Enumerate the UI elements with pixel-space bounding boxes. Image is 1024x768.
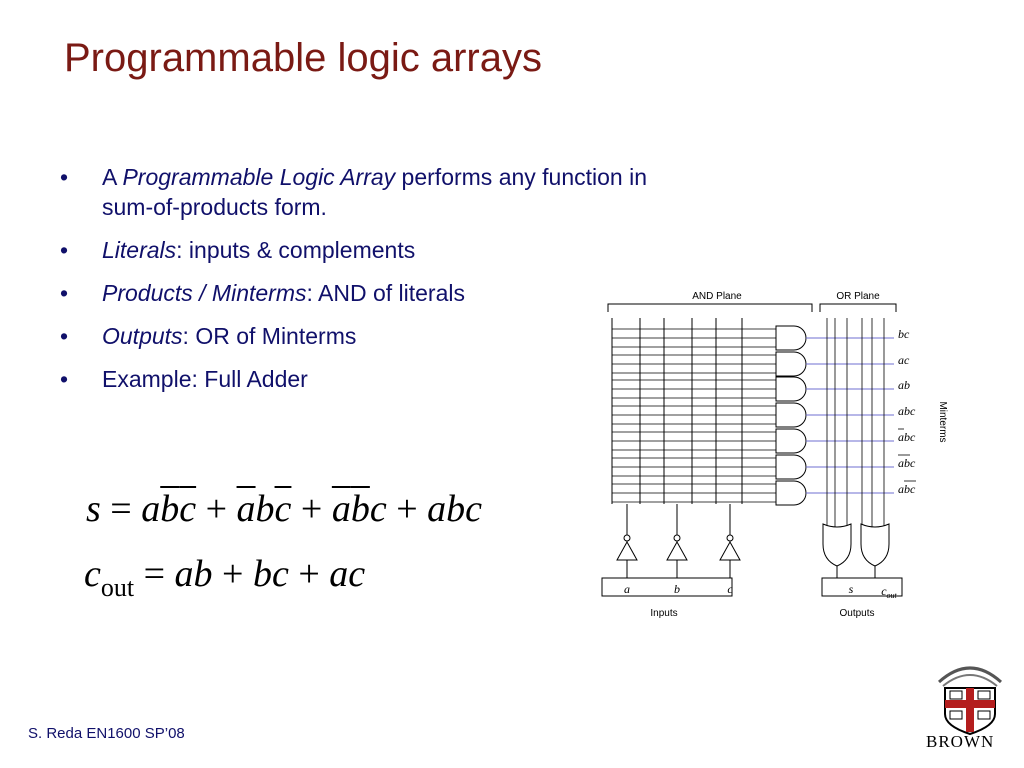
bullet-marker: • xyxy=(60,323,69,349)
eq-term: $\overline{a}\overline{b}c$ xyxy=(331,488,387,530)
minterm-label: ab xyxy=(898,378,910,392)
input-label-a: a xyxy=(624,582,630,596)
inverter xyxy=(617,542,637,560)
footer-text: S. Reda EN1600 SP’08 xyxy=(28,725,185,742)
eq-term: ac xyxy=(329,553,366,595)
and-gate xyxy=(776,429,806,453)
bullet-text: A xyxy=(102,164,123,190)
eq-term: $a\overline{b}\overline{c}$ xyxy=(141,488,197,530)
bullet-text: : inputs & complements xyxy=(176,237,416,263)
eq-plus: + xyxy=(222,553,244,595)
carry-equation xyxy=(84,552,365,603)
inverter-bubble xyxy=(624,535,630,541)
eq-equals: = xyxy=(143,553,166,595)
eq-lhs: c xyxy=(84,553,101,595)
pla-diagram xyxy=(590,282,960,627)
bullet-marker: • xyxy=(60,237,69,263)
eq-term: $\overline{a}b\overline{c}$ xyxy=(236,488,292,530)
inverter-bubble xyxy=(674,535,680,541)
eq-plus: + xyxy=(298,553,320,595)
and-gate xyxy=(776,481,806,505)
or-gate xyxy=(823,524,851,566)
eq-plus: + xyxy=(396,488,418,530)
inputs-label: Inputs xyxy=(650,608,678,619)
minterm-label: abc xyxy=(898,430,916,444)
bullet-text: : AND of literals xyxy=(306,280,465,306)
minterm-label: ac xyxy=(898,353,910,367)
or-gate xyxy=(861,524,889,566)
slide-title: Programmable logic arrays xyxy=(64,36,542,80)
eq-term: ab xyxy=(174,553,213,595)
bullet-text: performs any function in xyxy=(395,164,648,190)
minterm-label: abc xyxy=(898,482,916,496)
and-gate xyxy=(776,455,806,479)
eq-term: abc xyxy=(427,488,483,530)
bullet-marker: • xyxy=(60,280,69,306)
bullet-marker: • xyxy=(60,164,69,190)
inputs-box xyxy=(602,578,732,596)
and-gate xyxy=(776,352,806,376)
bullet-continuation: sum-of-products form. xyxy=(102,194,327,220)
and-gate xyxy=(776,403,806,427)
inverter xyxy=(667,542,687,560)
outputs-label: Outputs xyxy=(839,608,875,619)
eq-lhs: s xyxy=(86,488,101,530)
output-label-cout: $c_{out}$ xyxy=(881,584,897,600)
bullet-marker: • xyxy=(60,366,69,392)
bullet-text: Example: Full Adder xyxy=(102,366,308,392)
eq-plus: + xyxy=(205,488,228,530)
output-label-s: s xyxy=(848,582,854,596)
and-gate xyxy=(776,377,806,401)
minterm-label: bc xyxy=(898,327,910,341)
or-plane-bracket xyxy=(820,304,896,312)
and-plane-bracket xyxy=(608,304,812,312)
bullet-item xyxy=(60,162,820,222)
eq-lhs-subscript: out xyxy=(100,573,135,602)
bullet-item xyxy=(60,235,820,265)
bullet-emphasis: Programmable Logic Array xyxy=(122,164,396,190)
eq-equals: = xyxy=(110,488,132,530)
minterm-label: abc xyxy=(898,456,916,470)
eq-plus: + xyxy=(300,488,323,530)
eq-term: bc xyxy=(252,553,289,595)
input-label-c: c xyxy=(727,582,733,596)
bullet-emphasis: Literals xyxy=(102,237,177,263)
and-gate xyxy=(776,326,806,350)
input-label-b: b xyxy=(674,582,680,596)
brown-logo-text: BROWN xyxy=(926,732,995,751)
bullet-emphasis: Products / Minterms xyxy=(102,280,307,306)
inverter xyxy=(720,542,740,560)
minterms-label: Minterms xyxy=(937,401,948,443)
bullet-emphasis: Outputs xyxy=(102,323,183,349)
pla-grid xyxy=(612,318,894,578)
inverter-bubble xyxy=(727,535,733,541)
and-plane-label: AND Plane xyxy=(692,291,742,302)
minterm-label: abc xyxy=(898,404,916,418)
sum-equation xyxy=(86,487,482,531)
or-plane-label: OR Plane xyxy=(836,291,880,302)
bullet-text: : OR of Minterms xyxy=(182,323,357,349)
